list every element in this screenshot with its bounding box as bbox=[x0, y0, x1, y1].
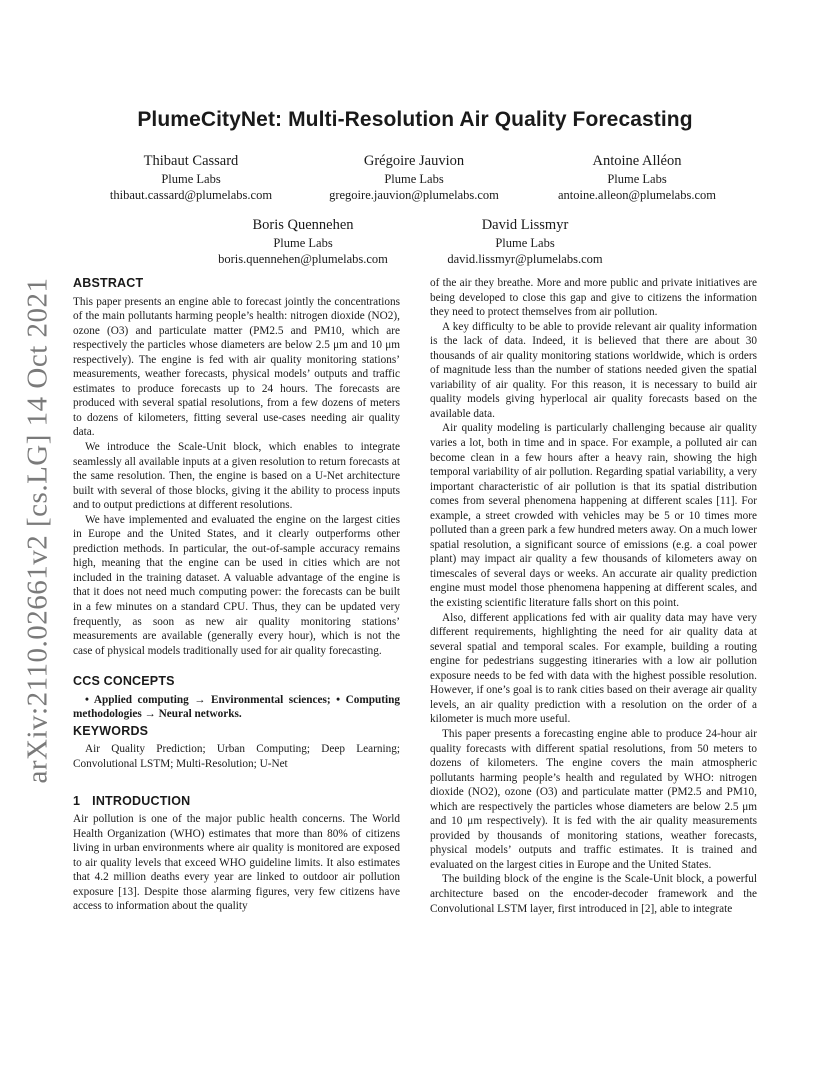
author-affiliation: Plume Labs bbox=[607, 172, 667, 186]
author-email: thibaut.cassard@plumelabs.com bbox=[109, 188, 273, 202]
body-paragraph: This paper presents a forecasting engine able to produce 24-hour air quality forecasts with different spatial resolutions, from 50 meters to dozens of kilometers. The engine covers the main atmospheric pollutants harming people’s health and regulated by WHO: nitrogen dioxide (NO2), ozone (O3) and particulate matter (PM2.5 and PM10, which are respectively the particles whose diameters are below 2.5 μm and 10 μm respectively). It is fed with the air quality measurements provided by thousands of monitoring stations, weather forecasts, physical models’ outputs and traffic estimates. It is trained and evaluated on the largest cities in Europe and the United States. bbox=[430, 727, 757, 871]
abstract-paragraph: We introduce the Scale-Unit block, which enables to integrate seamlessly all available inputs at a given resolution to return forecasts at the same resolution. Then, the engine is based on a U-Net architecture built with several of those blocks, giving it the ability to process inputs and to output predictions at different resolutions. bbox=[73, 441, 400, 512]
section-number: 1 bbox=[73, 793, 81, 808]
author-affiliation: Plume Labs bbox=[161, 172, 221, 186]
intro-paragraph: Air pollution is one of the major public health concerns. The World Health Organization (WHO) estimates that more than 80% of citizens living in urban environments where air quality is monitored are exposed to air quality levels that exceed WHO guideline limits. It also estimates that 4.2 million deaths every year are linked to outdoor air pollution exposure [13]. Despite those alarming figures, very few citizens have access to information about the quality bbox=[73, 813, 400, 913]
section-title: INTRODUCTION bbox=[92, 793, 191, 808]
abstract-paragraph: This paper presents an engine able to forecast jointly the concentrations of the main pollutants harming people’s health: nitrogen dioxide (NO2), ozone (O3) and particulate matter (PM2.5 and PM10, which are respectively the particles whose diameters are below 2.5 μm and 10 μm respectively). The engine is fed with air quality monitoring stations’ measurements, weather forecasts, physical models’ outputs and traffic estimates to produce forecasts up to 24 hours. The forecasts are produced with several spatial resolutions, from a few dozens of meters to dozens of kilometers, fitting several use-cases needing air quality data. bbox=[73, 295, 400, 439]
author-block bbox=[400, 215, 650, 267]
author-name: Antoine Alléon bbox=[592, 153, 682, 169]
body-paragraph: A key difficulty to be able to provide relevant air quality information is the lack of data. Indeed, it is believed that there are about 30 thousands of air quality monitoring stations worldwide, which is orders of magnitude less than the number of stations needed given the spatial variability of air quality. For this reason, it is necessary to build air quality models giving hyperlocal air quality forecasts based on the available data. bbox=[430, 320, 757, 420]
introduction-heading bbox=[73, 794, 400, 809]
ccs-text: • Applied computing → Environmental sciences; • Computing methodologies → Neural networks. bbox=[73, 693, 400, 721]
author-affiliation: Plume Labs bbox=[384, 172, 444, 186]
arxiv-identifier bbox=[18, 276, 58, 784]
arxiv-identifier-text: arXiv:2110.02661v2 [cs.LG] 14 Oct 2021 bbox=[21, 276, 54, 784]
keywords-text: Air Quality Prediction; Urban Computing; Deep Learning; Convolutional LSTM; Multi-Resolution; U-Net bbox=[73, 743, 400, 770]
author-block bbox=[289, 151, 539, 203]
author-email: antoine.alleon@plumelabs.com bbox=[558, 188, 716, 202]
body-paragraph: Air quality modeling is particularly challenging because air quality varies a lot, both in time and in space. For example, a polluted air can become clean in a few hours after a heavy rain, showing the high temporal variability of air pollution. Regarding spatial variability, a very important characteristic of air pollution is that its spatial distribution comes from several phenomena happening at different scales [11]. For example, a street crowded with vehicles may be 5 or 10 times more polluted than a green park a few hundred meters away. On a much lower spatial resolution, a significant source of emissions (e.g. a coal power plant) may impact air quality a few thousands of kilometers away on timescales of several days or weeks. An accurate air quality prediction engine must model those phenomena happening at different scales, and the existing scientific literature falls short on this point. bbox=[430, 422, 757, 610]
keywords-heading: KEYWORDS bbox=[73, 723, 149, 738]
right-column bbox=[430, 276, 757, 916]
left-column bbox=[73, 276, 400, 914]
author-name: Thibaut Cassard bbox=[143, 153, 239, 169]
paper-title: PlumeCityNet: Multi-Resolution Air Quality Forecasting bbox=[137, 108, 693, 131]
author-name: Boris Quennehen bbox=[252, 217, 354, 233]
author-block bbox=[178, 215, 428, 267]
body-paragraph: The building block of the engine is the Scale-Unit block, a powerful architecture based on the encoder-decoder framework and the Convolutional LSTM layer, first introduced in [2], able to integrate bbox=[430, 873, 757, 915]
author-name: David Lissmyr bbox=[481, 217, 569, 233]
body-paragraph: of the air they breathe. More and more public and private initiatives are being developed to close this gap and give to citizens the information they need to protect themselves from air pollution. bbox=[430, 277, 757, 319]
abstract-paragraph: We have implemented and evaluated the engine on the largest cities in Europe and the United States, and it clearly outperforms other prediction methods. In particular, the out-of-sample accuracy remains high, meaning that the engine can be used in cities which are not included in the training dataset. A valuable advantage of the engine is that it does not need much computing power: the forecasts can be built in a few minutes on a standard CPU. Thus, they can be updated very frequently, as soon as new air quality monitoring stations’ measurements are available (generally every hour), which is not the case of physical models traditionally used for air quality forecasting. bbox=[73, 513, 400, 657]
author-email: david.lissmyr@plumelabs.com bbox=[447, 252, 603, 266]
author-affiliation: Plume Labs bbox=[273, 236, 333, 250]
body-paragraph: Also, different applications fed with air quality data may have very different requirements, highlighting the need for air quality data at several spatial and temporal scales. For example, building a routing engine for pedestrians suggesting itineraries with a low air pollution exposure needs to be fed with data with the highest possible resolution. However, if one’s goal is to rank cities based on their average air quality levels, an air quality prediction with a resolution on the order of a kilometer is much more useful. bbox=[430, 611, 757, 726]
author-block bbox=[66, 151, 316, 203]
abstract-heading: ABSTRACT bbox=[73, 276, 144, 290]
author-email: gregoire.jauvion@plumelabs.com bbox=[329, 188, 499, 202]
ccs-heading: CCS CONCEPTS bbox=[73, 674, 175, 689]
author-email: boris.quennehen@plumelabs.com bbox=[218, 252, 388, 266]
author-name: Grégoire Jauvion bbox=[363, 153, 465, 169]
author-affiliation: Plume Labs bbox=[495, 236, 555, 250]
author-block bbox=[512, 151, 762, 203]
